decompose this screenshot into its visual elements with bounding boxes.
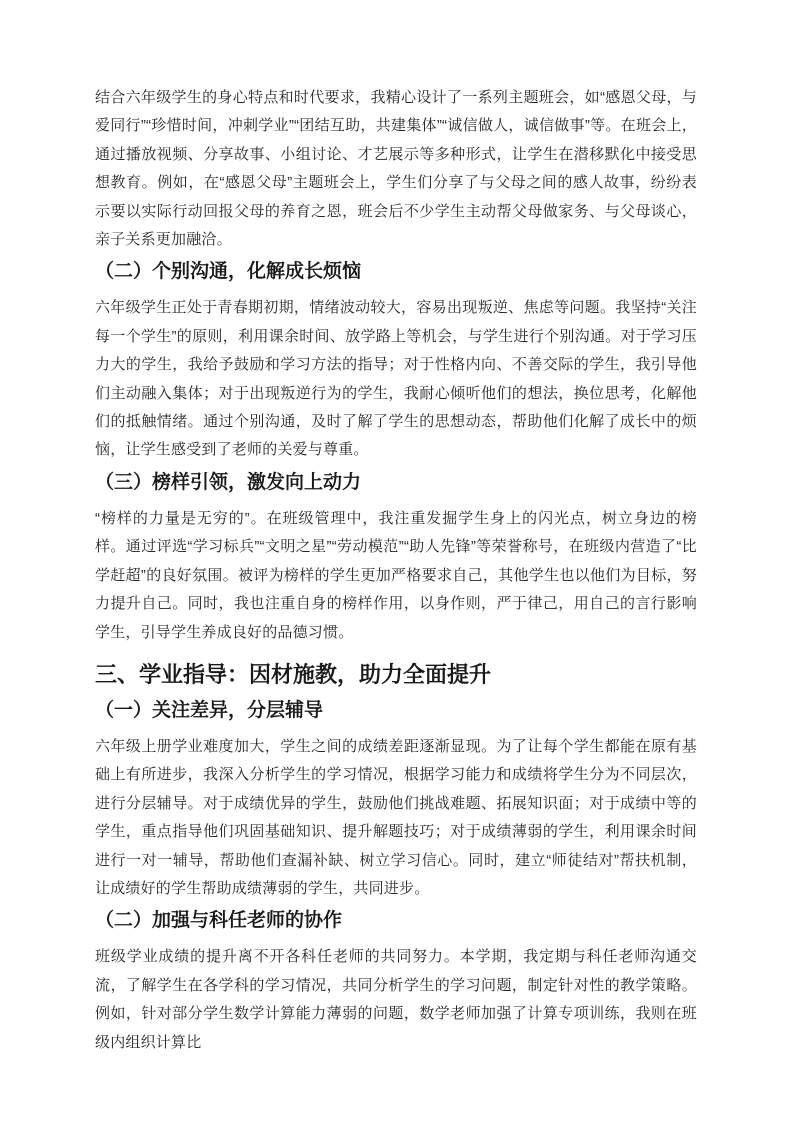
heading-academic-guidance-section: 三、学业指导：因材施教，助力全面提升 xyxy=(95,661,492,687)
heading-role-model-guidance: （三）榜样引领，激发向上动力 xyxy=(95,471,362,493)
heading-subject-teacher-collaboration: （二）加强与科任老师的协作 xyxy=(95,910,343,932)
paragraph-theme-class-meetings: 结合六年级学生的身心特点和时代要求，我精心设计了一系列主题班会，如“感恩父母，与爱同行”“珍惜时间，冲刺学业”“团结互助，共建集体”“诚信做人，诚信做事”等。在班会上，通过播放视频、分享故事、小组讨论、才艺展示等多种形式，让学生在潜移默化中接受思想教育。例如，在“感恩父母”主题班会上，学生们分享了与父母之间的感人故事，纷纷表示要以实际行动回报父母的养育之恩，班会后不少学生主动帮父母做家务、与父母谈心，亲子关系更加融洽。 xyxy=(95,89,697,249)
paragraph-role-model-guidance: “榜样的力量是无穷的”。在班级管理中，我注重发掘学生身上的闪光点，树立身边的榜样。通过评选“学习标兵”“文明之星”“劳动模范”“助人先锋”等荣誉称号，在班级内营造了“比学赶超”的良好氛围。被评为榜样的学生更加严格要求自己，其他学生也以他们为目标，努力提升自己。同时，我也注重自身的榜样作用，以身作则，严于律己，用自己的言行影响学生，引导学生养成良好的品德习惯。 xyxy=(95,509,697,641)
paragraph-individual-communication: 六年级学生正处于青春期初期，情绪波动较大，容易出现叛逆、焦虑等问题。我坚持“关注每一个学生”的原则，利用课余时间、放学路上等机会，与学生进行个别沟通。对于学习压力大的学生，我给予鼓励和学习方法的指导；对于性格内向、不善交际的学生，我引导他们主动融入集体；对于出现叛逆行为的学生，我耐心倾听他们的想法，换位思考，化解他们的抵触情绪。通过个别沟通，及时了解了学生的思想动态，帮助他们化解了成长中的烦恼，让学生感受到了老师的关爱与尊重。 xyxy=(95,299,697,459)
heading-individual-communication: （二）个别沟通，化解成长烦恼 xyxy=(95,261,362,283)
paragraph-subject-teacher-collaboration: 班级学业成绩的提升离不开各科任老师的共同努力。本学期，我定期与科任老师沟通交流，了解学生在各学科的学习情况，共同分析学生的学习问题，制定针对性的教学策略。例如，针对部分学生数学计算能力薄弱的问题，数学老师加强了计算专项训练，我则在班级内组织计算比 xyxy=(95,948,697,1051)
heading-layered-tutoring: （一）关注差异，分层辅导 xyxy=(95,699,324,721)
paragraph-layered-tutoring: 六年级上册学业难度加大，学生之间的成绩差距逐渐显现。为了让每个学生都能在原有基础上有所进步，我深入分析学生的学习情况，根据学习能力和成绩将学生分为不同层次，进行分层辅导。对于成绩优异的学生，鼓励他们挑战难题、拓展知识面；对于成绩中等的学生，重点指导他们巩固基础知识、提升解题技巧；对于成绩薄弱的学生，利用课余时间进行一对一辅导，帮助他们查漏补缺、树立学习信心。同时，建立“师徒结对”帮扶机制，让成绩好的学生帮助成绩薄弱的学生，共同进步。 xyxy=(95,737,697,897)
